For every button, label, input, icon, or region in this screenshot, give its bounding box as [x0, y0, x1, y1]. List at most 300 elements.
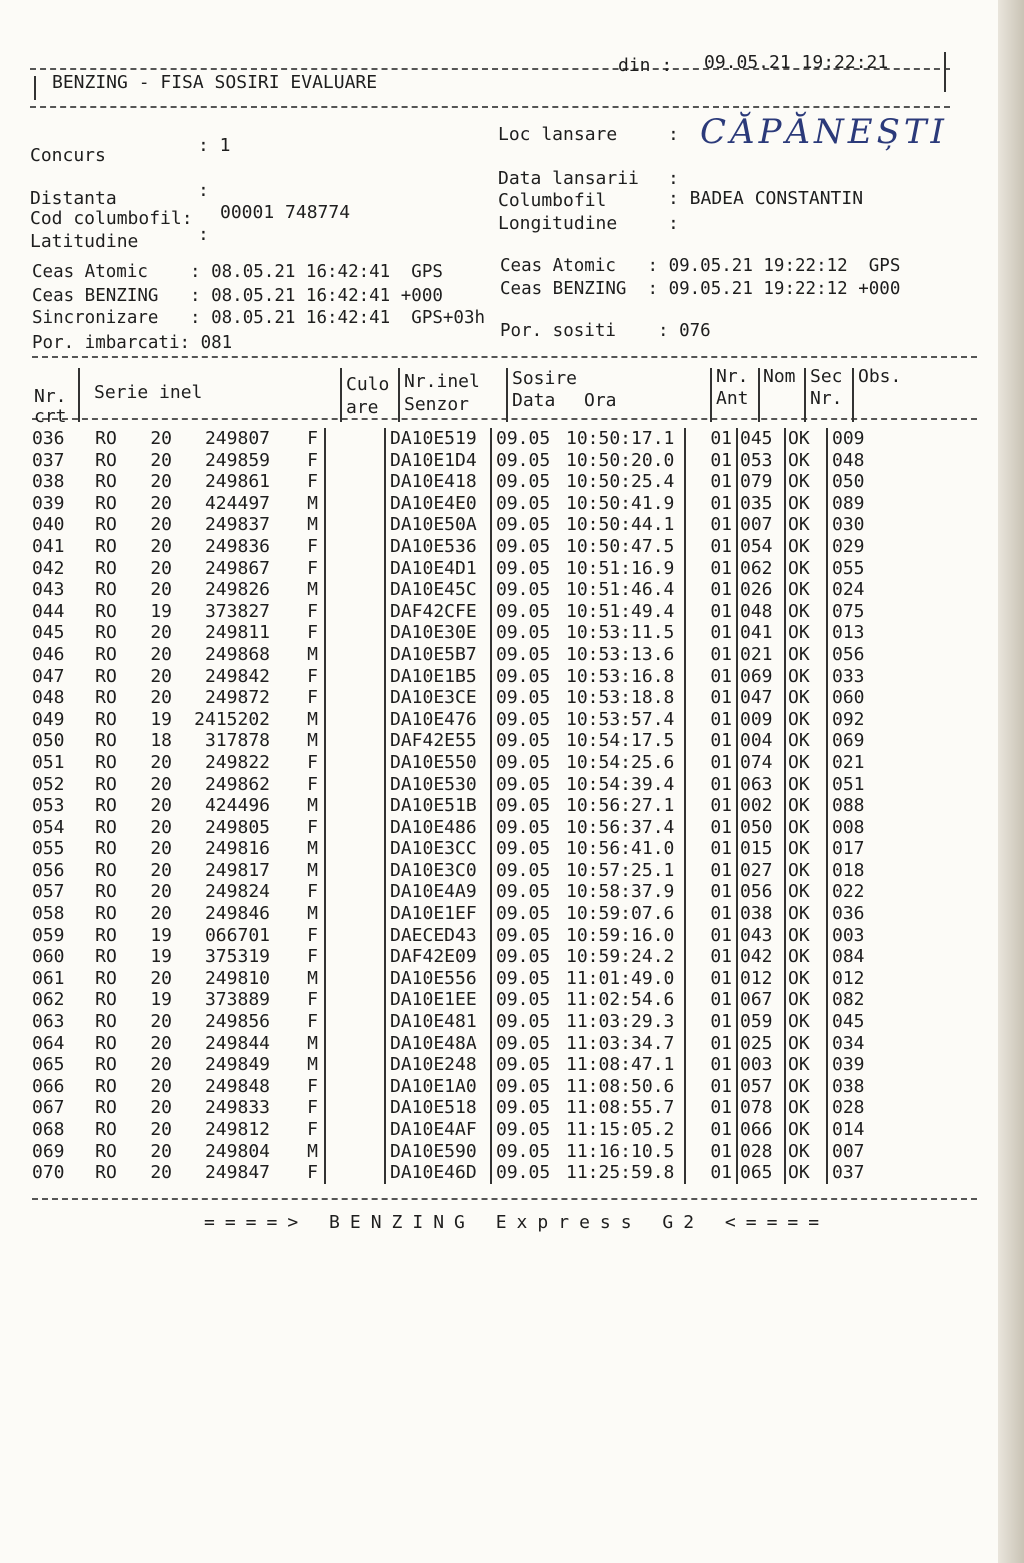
obs-cell: 018: [827, 860, 882, 882]
sex-cell: F: [307, 600, 318, 622]
culoare-cell: [325, 666, 385, 688]
sensor-ring-cell: DA10E1EE: [385, 989, 491, 1011]
longitudine-label: Longitudine: [498, 213, 618, 234]
sensor-ring-cell: DA10E51B: [385, 795, 491, 817]
culoare-cell: [325, 838, 385, 860]
sec-nr-cell: OK: [785, 1097, 827, 1119]
nr-crt-cell: 067: [32, 1097, 65, 1119]
arrival-time-cell: 11:03:29.3: [566, 1011, 675, 1033]
country-cell: RO: [95, 471, 117, 493]
ring-number-cell: 249842: [204, 665, 270, 687]
arrival-date-cell: 09.05: [491, 838, 566, 860]
header-sec-bottom: Nr.: [810, 388, 843, 409]
sec-nr-cell: OK: [785, 838, 827, 860]
nr-crt-cell: 059: [32, 924, 65, 946]
sensor-ring-cell: DA10E45C: [385, 579, 491, 601]
country-cell: RO: [95, 1097, 117, 1119]
arrival-time-cell: 10:53:57.4: [566, 708, 675, 730]
sensor-ring-cell: DA10E1EF: [385, 903, 491, 925]
nom-cell: 067: [737, 989, 785, 1011]
country-cell: RO: [95, 946, 117, 968]
header-nr: Nr.: [34, 386, 67, 407]
header-nr-ant-bottom: Ant: [716, 388, 749, 409]
nom-cell: 043: [737, 925, 785, 947]
arrival-time-cell: 11:08:50.6: [566, 1075, 675, 1097]
country-cell: RO: [95, 838, 117, 860]
nr-crt-cell: 051: [32, 751, 65, 773]
table-row: [32, 1011, 882, 1033]
sec-nr-cell: OK: [785, 666, 827, 688]
culoare-cell: [325, 1054, 385, 1076]
header-ora: Ora: [584, 390, 617, 411]
year-cell: 20: [150, 903, 172, 925]
nr-ant-cell: 01: [685, 709, 737, 731]
obs-cell: 014: [827, 1119, 882, 1141]
header-obs: Obs.: [858, 366, 902, 387]
ring-number-cell: 249856: [204, 1011, 270, 1033]
arrival-date-cell: 09.05: [491, 1054, 566, 1076]
sensor-ring-cell: DAECED43: [385, 925, 491, 947]
arrival-date-cell: 09.05: [491, 1141, 566, 1163]
obs-cell: 088: [827, 795, 882, 817]
ceas-benzing-right: Ceas BENZING : 09.05.21 19:22:12 +000: [500, 279, 901, 299]
nom-cell: 025: [737, 1033, 785, 1055]
sensor-ring-cell: DA10E3CE: [385, 687, 491, 709]
ring-number-cell: 249822: [204, 751, 270, 773]
nr-crt-cell: 058: [32, 903, 65, 925]
table-row: [32, 536, 882, 558]
arrival-time-cell: 10:50:44.1: [566, 514, 675, 536]
header-culo: Culo: [346, 374, 390, 395]
nom-cell: 015: [737, 838, 785, 860]
year-cell: 19: [150, 924, 172, 946]
nr-ant-cell: 01: [685, 1033, 737, 1055]
table-row: [32, 774, 882, 796]
table-row: [32, 622, 882, 644]
arrival-date-cell: 09.05: [491, 428, 566, 450]
data-lansarii-value: :: [668, 168, 679, 189]
header-sosire: Sosire: [512, 368, 578, 389]
arrival-date-cell: 09.05: [491, 925, 566, 947]
sensor-ring-cell: DA10E30E: [385, 622, 491, 644]
footer-banner: ====> BENZING Express G2 <====: [204, 1212, 830, 1233]
sensor-ring-cell: DA10E536: [385, 536, 491, 558]
nom-cell: 065: [737, 1162, 785, 1184]
culoare-cell: [325, 622, 385, 644]
ring-number-cell: 066701: [204, 924, 270, 946]
loc-lansare-label: Loc lansare: [498, 124, 618, 145]
year-cell: 20: [150, 967, 172, 989]
country-cell: RO: [95, 622, 117, 644]
sec-nr-cell: OK: [785, 989, 827, 1011]
year-cell: 20: [150, 1075, 172, 1097]
sensor-ring-cell: DA10E1B5: [385, 666, 491, 688]
culoare-cell: [325, 1076, 385, 1098]
country-cell: RO: [95, 903, 117, 925]
loc-lansare-colon: :: [668, 124, 679, 145]
nr-crt-cell: 041: [32, 535, 65, 557]
header-data: Data: [512, 390, 556, 411]
nom-cell: 053: [737, 450, 785, 472]
year-cell: 20: [150, 665, 172, 687]
obs-cell: 045: [827, 1011, 882, 1033]
table-row: [32, 471, 882, 493]
obs-cell: 048: [827, 450, 882, 472]
nr-crt-cell: 060: [32, 946, 65, 968]
culoare-cell: [325, 493, 385, 515]
sec-nr-cell: OK: [785, 493, 827, 515]
country-cell: RO: [95, 449, 117, 471]
ring-number-cell: 249824: [204, 881, 270, 903]
obs-cell: 039: [827, 1054, 882, 1076]
year-cell: 20: [150, 579, 172, 601]
arrival-time-cell: 10:54:17.5: [566, 730, 675, 752]
country-cell: RO: [95, 773, 117, 795]
sec-nr-cell: OK: [785, 774, 827, 796]
latitudine-value: :: [198, 224, 209, 245]
year-cell: 20: [150, 773, 172, 795]
culoare-cell: [325, 795, 385, 817]
year-cell: 19: [150, 989, 172, 1011]
country-cell: RO: [95, 428, 117, 449]
arrival-time-cell: 10:56:41.0: [566, 838, 675, 860]
country-cell: RO: [95, 1162, 117, 1184]
nr-crt-cell: 046: [32, 643, 65, 665]
nr-crt-cell: 038: [32, 471, 65, 493]
year-cell: 20: [150, 838, 172, 860]
sex-cell: F: [307, 449, 318, 471]
ring-number-cell: 373889: [204, 989, 270, 1011]
table-row: [32, 428, 882, 450]
arrival-time-cell: 11:08:55.7: [566, 1097, 675, 1119]
loc-lansare-handwritten: CĂPĂNEȘTI: [700, 112, 948, 152]
year-cell: 20: [150, 1054, 172, 1076]
ring-number-cell: 249807: [204, 428, 270, 449]
arrival-date-cell: 09.05: [491, 471, 566, 493]
culoare-cell: [325, 579, 385, 601]
country-cell: RO: [95, 1054, 117, 1076]
nr-crt-cell: 039: [32, 492, 65, 514]
arrival-time-cell: 10:50:41.9: [566, 492, 675, 514]
arrival-time-cell: 10:51:16.9: [566, 557, 675, 579]
sex-cell: F: [307, 1097, 318, 1119]
obs-cell: 013: [827, 622, 882, 644]
obs-cell: 092: [827, 709, 882, 731]
nom-cell: 038: [737, 903, 785, 925]
nr-ant-cell: 01: [685, 579, 737, 601]
arrival-time-cell: 11:08:47.1: [566, 1054, 675, 1076]
arrival-date-cell: 09.05: [491, 687, 566, 709]
year-cell: 19: [150, 600, 172, 622]
ring-number-cell: 373827: [204, 600, 270, 622]
arrival-date-cell: 09.05: [491, 450, 566, 472]
din-value: 09.05.21 19:22:21: [704, 52, 889, 73]
ring-number-cell: 249812: [204, 1119, 270, 1140]
year-cell: 20: [150, 881, 172, 903]
country-cell: RO: [95, 492, 117, 514]
sex-cell: M: [307, 579, 318, 601]
sec-nr-cell: OK: [785, 450, 827, 472]
obs-cell: 028: [827, 1097, 882, 1119]
nr-ant-cell: 01: [685, 428, 737, 450]
nom-cell: 056: [737, 881, 785, 903]
arrival-date-cell: 09.05: [491, 536, 566, 558]
nr-crt-cell: 042: [32, 557, 65, 579]
nom-cell: 063: [737, 774, 785, 796]
nom-cell: 062: [737, 558, 785, 580]
nr-crt-cell: 064: [32, 1032, 65, 1054]
nom-cell: 059: [737, 1011, 785, 1033]
table-row: [32, 450, 882, 472]
culoare-cell: [325, 514, 385, 536]
header-bottom-rule: [30, 106, 950, 108]
sensor-ring-cell: DA10E4D1: [385, 558, 491, 580]
nr-ant-cell: 01: [685, 752, 737, 774]
sex-cell: M: [307, 1140, 318, 1162]
culoare-cell: [325, 860, 385, 882]
culoare-cell: [325, 1141, 385, 1163]
ring-number-cell: 249849: [204, 1054, 270, 1076]
nom-cell: 048: [737, 601, 785, 623]
year-cell: 20: [150, 514, 172, 536]
arrival-date-cell: 09.05: [491, 730, 566, 752]
header-sec-top: Sec: [810, 366, 843, 387]
culoare-cell: [325, 558, 385, 580]
sex-cell: M: [307, 643, 318, 665]
culoare-cell: [325, 644, 385, 666]
table-row: [32, 795, 882, 817]
sensor-ring-cell: DA10E481: [385, 1011, 491, 1033]
arrivals-table: [32, 428, 882, 1184]
country-cell: RO: [95, 600, 117, 622]
arrival-time-cell: 11:02:54.6: [566, 989, 675, 1011]
nom-cell: 035: [737, 493, 785, 515]
country-cell: RO: [95, 989, 117, 1011]
col-sep: [398, 368, 400, 422]
sensor-ring-cell: DAF42E55: [385, 730, 491, 752]
nr-ant-cell: 01: [685, 903, 737, 925]
sex-cell: M: [307, 514, 318, 536]
nr-ant-cell: 01: [685, 450, 737, 472]
culoare-cell: [325, 968, 385, 990]
country-cell: RO: [95, 924, 117, 946]
ring-number-cell: 249844: [204, 1032, 270, 1054]
nr-crt-cell: 036: [32, 428, 65, 449]
arrival-date-cell: 09.05: [491, 774, 566, 796]
culoare-cell: [325, 946, 385, 968]
nr-crt-cell: 061: [32, 967, 65, 989]
nr-ant-cell: 01: [685, 687, 737, 709]
arrival-time-cell: 10:50:17.1: [566, 428, 675, 449]
sex-cell: M: [307, 1032, 318, 1054]
table-header-bottom-rule: [32, 418, 977, 420]
header-nr-inel: Nr.inel: [404, 371, 480, 392]
culoare-cell: [325, 989, 385, 1011]
arrival-time-cell: 10:53:16.8: [566, 665, 675, 687]
nom-cell: 027: [737, 860, 785, 882]
ring-number-cell: 249868: [204, 643, 270, 665]
sensor-ring-cell: DA10E550: [385, 752, 491, 774]
ceas-atomic-right: Ceas Atomic : 09.05.21 19:22:12 GPS: [500, 256, 901, 276]
country-cell: RO: [95, 687, 117, 709]
year-cell: 20: [150, 1032, 172, 1054]
culoare-cell: [325, 881, 385, 903]
sensor-ring-cell: DA10E590: [385, 1141, 491, 1163]
sex-cell: M: [307, 859, 318, 881]
por-imbarcati: Por. imbarcati: 081: [32, 333, 233, 353]
sex-cell: F: [307, 1011, 318, 1033]
nr-crt-cell: 052: [32, 773, 65, 795]
table-row: [32, 1119, 882, 1141]
sec-nr-cell: OK: [785, 1162, 827, 1184]
latitudine-label: Latitudine: [30, 231, 139, 252]
table-row: [32, 558, 882, 580]
arrival-time-cell: 10:59:16.0: [566, 924, 675, 946]
arrival-time-cell: 10:59:07.6: [566, 903, 675, 925]
culoare-cell: [325, 730, 385, 752]
arrival-time-cell: 10:50:25.4: [566, 471, 675, 493]
year-cell: 20: [150, 795, 172, 817]
sensor-ring-cell: DA10E519: [385, 428, 491, 450]
ring-number-cell: 249805: [204, 816, 270, 838]
arrival-time-cell: 10:53:13.6: [566, 643, 675, 665]
country-cell: RO: [95, 730, 117, 752]
ring-number-cell: 424496: [204, 795, 270, 817]
nom-cell: 066: [737, 1119, 785, 1141]
obs-cell: 003: [827, 925, 882, 947]
col-sep: [340, 368, 342, 422]
nr-crt-cell: 063: [32, 1011, 65, 1033]
nom-cell: 050: [737, 817, 785, 839]
nr-ant-cell: 01: [685, 1054, 737, 1076]
nom-cell: 054: [737, 536, 785, 558]
arrival-date-cell: 09.05: [491, 1162, 566, 1184]
sensor-ring-cell: DAF42E09: [385, 946, 491, 968]
nr-ant-cell: 01: [685, 989, 737, 1011]
table-row: [32, 687, 882, 709]
ring-number-cell: 424497: [204, 492, 270, 514]
arrival-date-cell: 09.05: [491, 989, 566, 1011]
col-sep: [506, 368, 508, 422]
table-row: [32, 752, 882, 774]
nr-ant-cell: 01: [685, 774, 737, 796]
table-row: [32, 1162, 882, 1184]
nom-cell: 009: [737, 709, 785, 731]
sex-cell: M: [307, 967, 318, 989]
sensor-ring-cell: DA10E530: [385, 774, 491, 796]
sex-cell: M: [307, 492, 318, 514]
culoare-cell: [325, 687, 385, 709]
arrival-date-cell: 09.05: [491, 903, 566, 925]
country-cell: RO: [95, 1140, 117, 1162]
data-lansarii-label: Data lansarii: [498, 168, 639, 189]
arrival-date-cell: 09.05: [491, 1076, 566, 1098]
ceas-atomic-left: Ceas Atomic : 08.05.21 16:42:41 GPS: [32, 262, 443, 282]
por-sositi: Por. sositi : 076: [500, 321, 711, 341]
obs-cell: 012: [827, 968, 882, 990]
country-cell: RO: [95, 1032, 117, 1054]
country-cell: RO: [95, 1011, 117, 1033]
sensor-ring-cell: DA10E3CC: [385, 838, 491, 860]
table-row: [32, 968, 882, 990]
table-row: [32, 989, 882, 1011]
sec-nr-cell: OK: [785, 536, 827, 558]
year-cell: 20: [150, 471, 172, 493]
nr-crt-cell: 068: [32, 1119, 65, 1140]
obs-cell: 051: [827, 774, 882, 796]
sex-cell: F: [307, 989, 318, 1011]
table-row: [32, 1141, 882, 1163]
nom-cell: 069: [737, 666, 785, 688]
ring-number-cell: 249837: [204, 514, 270, 536]
nr-ant-cell: 01: [685, 1162, 737, 1184]
arrival-date-cell: 09.05: [491, 579, 566, 601]
nom-cell: 021: [737, 644, 785, 666]
sincronizare: Sincronizare : 08.05.21 16:42:41 GPS+03h: [32, 308, 486, 328]
arrival-time-cell: 10:50:47.5: [566, 535, 675, 557]
year-cell: 20: [150, 1162, 172, 1184]
nr-ant-cell: 01: [685, 601, 737, 623]
paper-edge-shadow: [998, 0, 1024, 1563]
nr-crt-cell: 044: [32, 600, 65, 622]
country-cell: RO: [95, 1075, 117, 1097]
table-row: [32, 1054, 882, 1076]
country-cell: RO: [95, 514, 117, 536]
obs-cell: 009: [827, 428, 882, 450]
sex-cell: F: [307, 773, 318, 795]
nom-cell: 028: [737, 1141, 785, 1163]
sex-cell: M: [307, 708, 318, 730]
country-cell: RO: [95, 859, 117, 881]
sec-nr-cell: OK: [785, 622, 827, 644]
sec-nr-cell: OK: [785, 903, 827, 925]
ring-number-cell: 249846: [204, 903, 270, 925]
obs-cell: 055: [827, 558, 882, 580]
sex-cell: F: [307, 428, 318, 449]
sex-cell: F: [307, 1119, 318, 1140]
year-cell: 18: [150, 730, 172, 752]
culoare-cell: [325, 450, 385, 472]
arrival-time-cell: 11:01:49.0: [566, 967, 675, 989]
report-title: BENZING - FISA SOSIRI EVALUARE: [52, 72, 378, 93]
year-cell: 20: [150, 1140, 172, 1162]
nr-ant-cell: 01: [685, 925, 737, 947]
sec-nr-cell: OK: [785, 730, 827, 752]
arrival-time-cell: 10:59:24.2: [566, 946, 675, 968]
year-cell: 20: [150, 1011, 172, 1033]
table-row: [32, 860, 882, 882]
sec-nr-cell: OK: [785, 795, 827, 817]
table-row: [32, 1033, 882, 1055]
header-crt: crt: [34, 406, 67, 427]
ring-number-cell: 249861: [204, 471, 270, 493]
nr-crt-cell: 049: [32, 708, 65, 730]
nr-crt-cell: 043: [32, 579, 65, 601]
ring-number-cell: 2415202: [194, 708, 270, 730]
table-bottom-rule: [32, 1198, 977, 1200]
culoare-cell: [325, 536, 385, 558]
nr-ant-cell: 01: [685, 514, 737, 536]
sensor-ring-cell: DA10E4AF: [385, 1119, 491, 1141]
year-cell: 19: [150, 946, 172, 968]
nr-crt-cell: 054: [32, 816, 65, 838]
table-row: [32, 881, 882, 903]
nr-crt-cell: 066: [32, 1075, 65, 1097]
country-cell: RO: [95, 665, 117, 687]
arrival-time-cell: 10:53:11.5: [566, 622, 675, 644]
sec-nr-cell: OK: [785, 709, 827, 731]
cod-columbofil-value: 00001 748774: [220, 202, 351, 223]
